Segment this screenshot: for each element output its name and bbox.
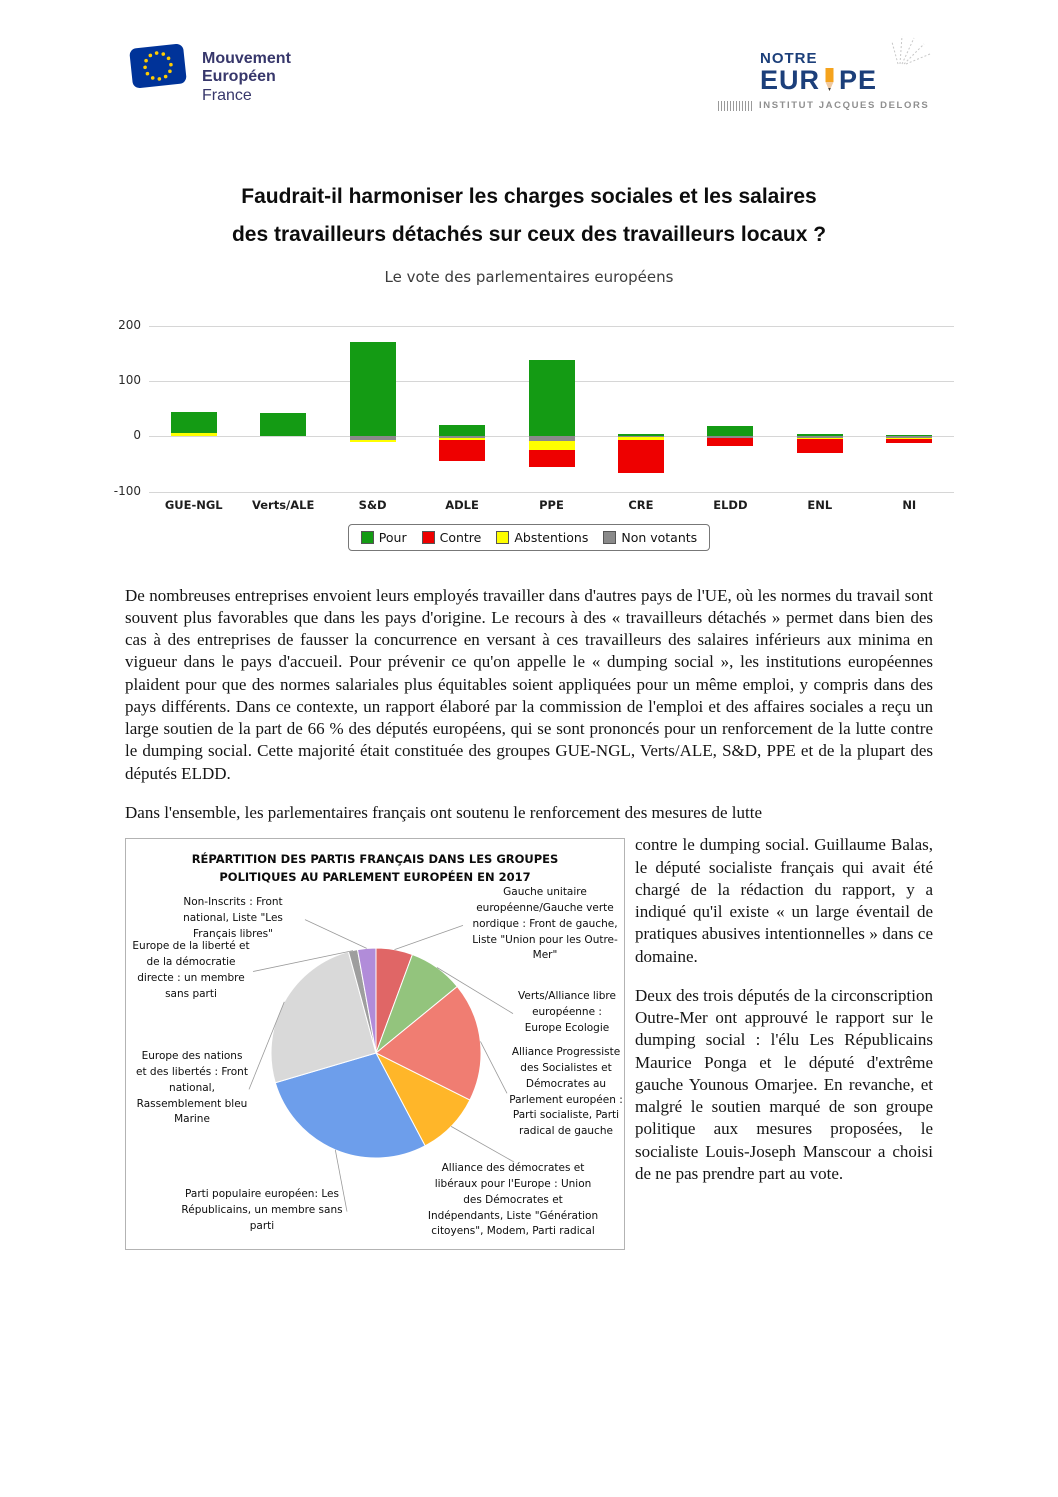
bar-segment [529, 360, 575, 436]
pie-chart-title: RÉPARTITION DES PARTIS FRANÇAIS DANS LES GROUPES POLITIQUES AU PARLEMENT EUROPÉEN EN 2017 [191, 852, 559, 885]
institut-jacques-delors-text [718, 100, 946, 111]
x-axis-category-label: ADLE [445, 497, 479, 512]
mouvement-europeen-wordmark [202, 44, 291, 105]
pie-leader-line [480, 1042, 507, 1094]
bar-segment [797, 439, 843, 453]
bar-segment [260, 413, 306, 436]
chart-legend-box [348, 524, 710, 551]
gridline [149, 326, 954, 327]
pie-label-ppe: Parti populaire européen: Les Républicains, un membre sans parti [181, 1188, 343, 1232]
bar-segment [171, 412, 217, 433]
pie-label-ni: Non-Inscrits : Front national, Liste "Les Français libres" [183, 896, 283, 940]
x-axis-category-label: NI [902, 497, 917, 512]
legend-swatch [361, 531, 374, 544]
pie-leader-line [451, 1127, 514, 1163]
barcode-icon [718, 101, 752, 111]
pie-leader-line [395, 926, 464, 950]
legend-swatch [603, 531, 616, 544]
eu-flag-icon [128, 44, 190, 90]
legend-swatch [422, 531, 435, 544]
paragraph-2-lead: Dans l'ensemble, les parlementaires français ont soutenu le renforcement des mesures de lutte [125, 802, 763, 822]
paragraph-3: Deux des trois députés de la circonscription Outre-Mer ont approuvé le rapport sur le dumping social : l'élu Les Républicains Maurice Ponga et le député d'extrême gauche Younous Omarjee. En revanche, et malgré le soutien marqué de son groupe politique aux mesures proposées, le socialiste Louis-Joseph Manscour a choisi de ne pas prendre part au vote. [635, 985, 933, 1183]
chart-subtitle: Le vote des parlementaires européens [384, 267, 674, 286]
page-title [120, 178, 938, 254]
logo-line: Mouvement [202, 50, 291, 67]
y-axis-tick-label: 200 [118, 317, 141, 332]
title-line-2: des travailleurs détachés sur ceux des travailleurs locaux ? [231, 222, 827, 246]
pencil-icon [821, 68, 838, 94]
bar-segment [171, 433, 217, 436]
logo-line: France [202, 86, 252, 104]
institut-label: INSTITUT JACQUES DELORS [759, 100, 930, 111]
legend-item: Abstentions [496, 530, 588, 545]
bar-segment [350, 342, 396, 436]
bar-segment [707, 438, 753, 446]
pie-label-enl: Europe des nations et des libertés : Front national, Rassemblement bleu Marine [136, 1050, 248, 1126]
x-axis-category-label: S&D [358, 497, 387, 512]
x-axis-category-label: ELDD [713, 497, 748, 512]
body-content [125, 585, 933, 1253]
bar-segment [886, 439, 932, 443]
gridline [149, 492, 954, 493]
bar-segment [439, 440, 485, 461]
bar-segment [618, 440, 664, 473]
legend-swatch [496, 531, 509, 544]
paragraph-1: De nombreuses entreprises envoient leurs employés travailler dans d'autres pays de l'UE, où les normes du travail sont souvent plus favorables que dans les pays d'origine. Le recours à des « travailleurs détachés » permet dans bien des cas à des entreprises de fausser la concurrence en versant à ces travailleurs des salaires inférieurs aux minima en vigueur dans le pays d'accueil. Pour prévenir ce qu'on appelle le « dumping social », les institutions européennes plaident pour que des normes salariales plus équitables soient appliquées pour un même emploi, y compris dans des pays différents. Dans ce contexte, un rapport élaboré par la commission de l'emploi et des affaires sociales a reçu un large soutien de la part de 66 % des députés européens, qui se sont prononcés pour un renforcement de la lutte contre le dumping social. Cette majorité était constituée des groupes GUE-NGL, Verts/ALE, S&D, PPE et de la plupart des députés ELDD. [125, 585, 933, 783]
page-header [0, 0, 1058, 150]
pie-leader-line [305, 920, 367, 949]
bar-segment [707, 426, 753, 436]
pie-label-gue-ngl: Gauche unitaire européenne/Gauche verte nordique : Front de gauche, Liste "Union pour les Outre-Mer" [472, 886, 618, 962]
europe-text-right: PE [839, 65, 878, 95]
legend-item: Pour [361, 530, 407, 545]
pie-label-eldd: Europe de la liberté et de la démocratie directe : un membre sans parti [132, 940, 250, 1000]
mouvement-europeen-logo [128, 44, 291, 105]
x-axis-category-label: ENL [807, 497, 833, 512]
notre-europe-logo [718, 50, 946, 111]
pie-label-sd: Alliance Progressiste des Socialistes et Démocrates au Parlement européen : Parti socialiste, Parti radical de gauche [509, 1046, 623, 1137]
logo-line: Européen [202, 68, 276, 86]
bar-segment [350, 440, 396, 442]
chart-legend [99, 524, 959, 551]
bar-chart-area [99, 317, 959, 551]
paragraph-2-continued: contre le dumping social. Guillaume Balas, le député socialiste français qui avait été chargé de la rédaction du rapport, y a indiqué qu'il existe « un large éventail de pratiques abusives intentionnelles » dans ce domaine. [635, 835, 933, 966]
x-axis-category-label: Verts/ALE [251, 497, 315, 512]
legend-item: Non votants [603, 530, 697, 545]
europe-text [760, 67, 946, 94]
pie-label-verts-ale: Verts/Alliance libre européenne : Europe Ecologie [518, 990, 616, 1034]
rays-icon [890, 34, 932, 66]
bar-segment [529, 450, 575, 467]
bar-segment [529, 441, 575, 450]
notre-text: NOTRE [760, 50, 818, 67]
figure-and-text-flow [125, 834, 933, 1252]
y-axis-tick-label: 100 [118, 372, 141, 387]
x-axis-category-label: GUE-NGL [164, 497, 223, 512]
x-axis-category-label: CRE [628, 497, 654, 512]
title-line-1: Faudrait-il harmoniser les charges sociales et les salaires [241, 185, 817, 208]
pie-chart-figure [125, 838, 625, 1250]
x-axis-category-label: PPE [539, 497, 564, 512]
y-axis-tick-label: -100 [113, 483, 141, 498]
europe-text-left: EUR [760, 65, 821, 95]
bar-chart [99, 317, 959, 512]
y-axis-tick-label: 0 [133, 428, 141, 443]
bar-segment [439, 425, 485, 436]
legend-item: Contre [422, 530, 482, 545]
pie-label-adle: Alliance des démocrates et libéraux pour l'Europe : Union des Démocrates et Indépendants, Liste "Génération citoyens", Modem, Parti radical [427, 1162, 599, 1238]
